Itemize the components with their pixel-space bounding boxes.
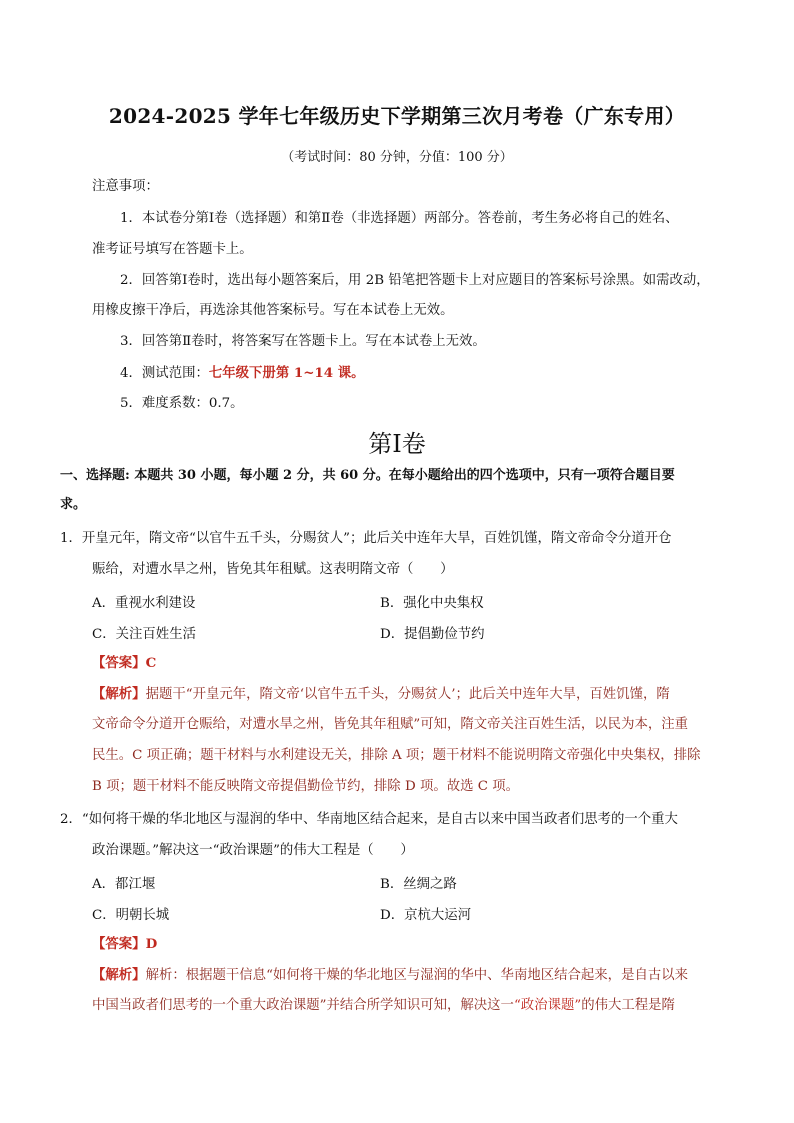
q2-analysis-line-2 <box>92 997 675 1015</box>
note-2b: 用橡皮擦干净后，再选涂其他答案标号。写在本试卷上无效。 <box>92 303 454 318</box>
notes-heading: 注意事项： <box>92 179 159 194</box>
section-intro-cont: 求。 <box>60 497 87 512</box>
test-scope: 七年级下册第 1~14 课。 <box>208 365 365 381</box>
q1-analysis-label: 【解析】 <box>92 686 146 702</box>
q2-answer-label: 【答案】 <box>92 936 146 952</box>
q1-option-c: C．关注百姓生活 <box>92 627 196 642</box>
note-5: 5．难度系数：0.7。 <box>120 396 244 411</box>
q2-stem-cont: 政治课题。”解决这一“政治课题”的伟大工程是（ ） <box>92 843 414 858</box>
q1-stem-cont: 赈给，对遭水旱之州，皆免其年租赋。这表明隋文帝（ ） <box>92 562 454 577</box>
q2-analysis-line-2-pre: 中国当政者们思考的一个重大政治课题”并结合所学知识可知，解决这一 <box>92 998 514 1013</box>
q2-option-b: B．丝绸之路 <box>380 877 457 892</box>
q1-answer <box>92 654 156 672</box>
section-intro: 一、选择题: 本题共 30 小题，每小题 2 分，共 60 分。在每小题给出的四个选项中，只有一项符合题目要 <box>60 468 675 483</box>
note-2a: 2．回答第Ⅰ卷时，选出每小题答案后，用 2B 铅笔把答题卡上对应题目的答案标号涂黑。如需改动， <box>120 273 710 288</box>
q2-answer-value: D <box>145 936 158 952</box>
q2-answer <box>92 935 157 953</box>
q1-analysis-line-4: B 项；题干材料不能反映隋文帝提倡勤俭节约，排除 D 项。故选 C 项。 <box>92 779 520 794</box>
note-1a: 1．本试卷分第Ⅰ卷（选择题）和第Ⅱ卷（非选择题）两部分。答卷前，考生务必将自己的姓名、 <box>120 211 679 226</box>
q2-analysis-quote: “政治课题” <box>513 998 582 1013</box>
section-title: 第Ⅰ卷 <box>368 430 426 458</box>
q1-answer-label: 【答案】 <box>92 655 146 671</box>
q2-analysis-label: 【解析】 <box>92 967 146 983</box>
note-4-label: 4．测试范围： <box>120 366 209 381</box>
note-4 <box>120 364 365 383</box>
note-1b: 准考证号填写在答题卡上。 <box>92 242 253 257</box>
q1-option-b: B．强化中央集权 <box>380 596 484 611</box>
q1-option-a: A．重视水利建设 <box>92 596 196 611</box>
note-3: 3．回答第Ⅱ卷时，将答案写在答题卡上。写在本试卷上无效。 <box>120 334 486 349</box>
q2-analysis-line-2-post: 的伟大工程是隋 <box>581 998 675 1013</box>
q1-analysis-line-2: 文帝命令分道开仓赈给，对遭水旱之州，皆免其年租赋”可知，隋文帝关注百姓生活，以民为本，注重 <box>92 717 689 732</box>
q1-stem: 1．开皇元年，隋文帝“以官牛五千头，分赐贫人”；此后关中连年大旱，百姓饥馑，隋文帝命令分道开仓 <box>60 531 672 546</box>
q2-analysis <box>92 966 688 985</box>
q1-analysis <box>92 685 670 704</box>
q1-analysis-line-3: 民生。C 项正确；题干材料与水利建设无关，排除 A 项；题干材料不能说明隋文帝强化中央集权，排除 <box>92 748 701 763</box>
q1-answer-value: C <box>145 655 157 671</box>
q2-option-a: A．都江堰 <box>92 877 156 892</box>
q1-analysis-line-1: 据题干“开皇元年，隋文帝‘以官牛五千头，分赐贫人’；此后关中连年大旱，百姓饥馑，隋 <box>145 687 670 702</box>
q2-stem: 2．“如何将干燥的华北地区与湿润的华中、华南地区结合起来，是自古以来中国当政者们思考的一个重大 <box>60 812 678 827</box>
q1-option-d: D．提倡勤俭节约 <box>380 627 485 642</box>
q2-option-d: D．京杭大运河 <box>380 908 472 923</box>
page-title: 2024-2025 学年七年级历史下学期第三次月考卷（广东专用） <box>108 104 686 128</box>
q2-analysis-line-1: 解析：根据题干信息“如何将干燥的华北地区与湿润的华中、华南地区结合起来，是自古以来 <box>145 968 689 983</box>
q2-option-c: C．明朝长城 <box>92 908 170 923</box>
exam-info: （考试时间：80 分钟，分值：100 分） <box>281 150 513 165</box>
